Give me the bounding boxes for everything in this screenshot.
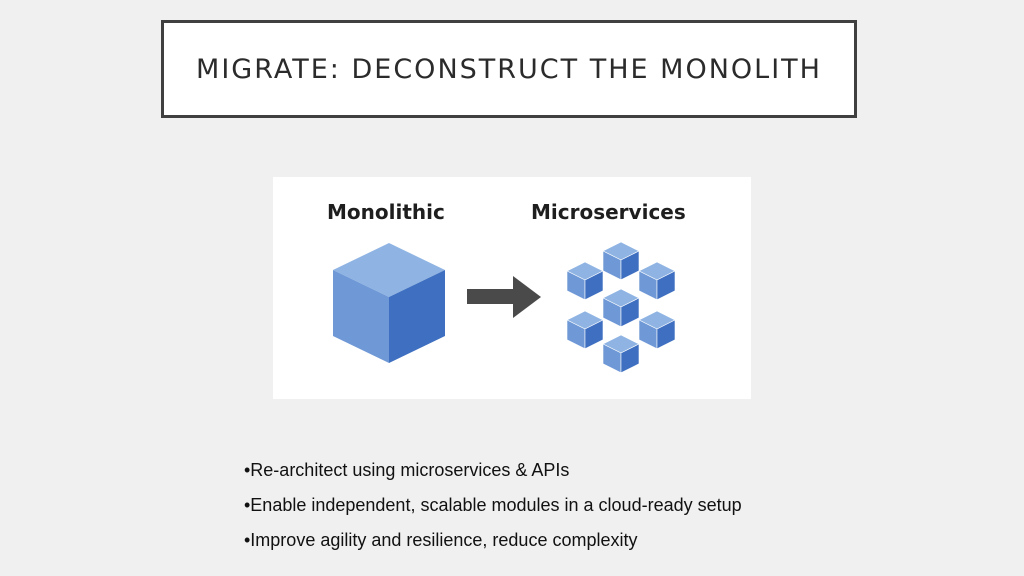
bullet-item: •Improve agility and resilience, reduce complexity [244, 530, 638, 550]
title-box [161, 20, 857, 118]
microservices-label: Microservices [531, 200, 686, 224]
micro-cube [603, 335, 639, 373]
monolithic-label: Monolithic [327, 200, 445, 224]
cube-icon [333, 243, 445, 363]
diagram-image [273, 177, 751, 399]
arrow-right-icon [467, 276, 541, 318]
cube-cluster-icon [567, 242, 675, 373]
diagram-graphic [273, 177, 751, 399]
page-title: MIGRATE: DECONSTRUCT THE MONOLITH [196, 53, 822, 85]
micro-cube [567, 311, 603, 349]
micro-cube [639, 311, 675, 349]
micro-cube [603, 242, 639, 280]
micro-cube [567, 262, 603, 300]
micro-cube [603, 289, 639, 327]
bullet-list [244, 456, 884, 561]
bullet-item: •Re-architect using microservices & APIs [244, 460, 570, 480]
micro-cube [639, 262, 675, 300]
bullet-item: •Enable independent, scalable modules in a cloud-ready setup [244, 495, 742, 515]
